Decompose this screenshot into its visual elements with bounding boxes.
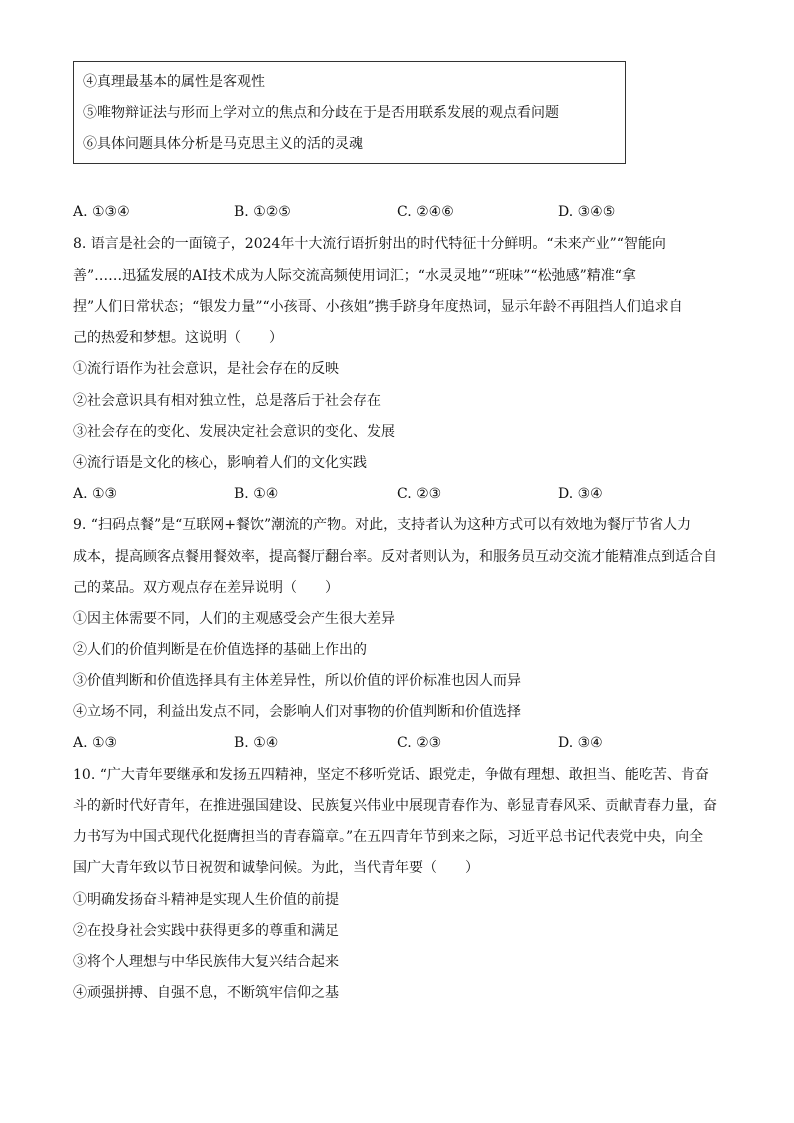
q8-stem-line-3: 捏”人们日常状态；“银发力量”“小孩哥、小孩姐”携手跻身年度热词，显示年龄不再阻挡人们追求自 <box>73 299 683 315</box>
q8-item-1: ①流行语作为社会意识，是社会存在的反映 <box>73 361 339 377</box>
q10-stem-line-1: 10. “广大青年要继承和发扬五四精神，坚定不移听党话、跟党走，争做有理想、敢担当、能吃苦、肯奋 <box>73 767 709 783</box>
q9-option-a: A. ①③ <box>73 735 118 751</box>
q7-option-c: C. ②④⑥ <box>397 204 454 220</box>
q7-option-a: A. ①③④ <box>73 204 130 220</box>
q9-item-3: ③价值判断和价值选择具有主体差异性，所以价值的评价标准也因人而异 <box>73 673 521 689</box>
q8-option-a: A. ①③ <box>73 486 118 502</box>
q9-stem-line-2: 成本，提高顾客点餐用餐效率，提高餐厅翻台率。反对者则认为，和服务员互动交流才能精准点到适合自 <box>73 549 717 565</box>
q7-option-d: D. ③④⑤ <box>558 204 616 220</box>
q10-item-3: ③将个人理想与中华民族伟大复兴结合起来 <box>73 954 339 970</box>
q9-item-2: ②人们的价值判断是在价值选择的基础上作出的 <box>73 642 367 658</box>
statement-box <box>73 61 626 164</box>
q9-stem-line-3: 己的菜品。双方观点存在差异说明（ ） <box>73 580 339 596</box>
q10-item-4: ④顽强拼搏、自强不息，不断筑牢信仰之基 <box>73 985 339 1001</box>
q9-item-4: ④立场不同，利益出发点不同，会影响人们对事物的价值判断和价值选择 <box>73 704 521 720</box>
box-statement-6: ⑥具体问题具体分析是马克思主义的活的灵魂 <box>83 136 363 152</box>
q8-option-b: B. ①④ <box>234 486 279 502</box>
q8-stem-line-1: 8. 语言是社会的一面镜子，2024年十大流行语折射出的时代特征十分鲜明。“未来产业”“智能向 <box>73 236 666 252</box>
q10-item-2: ②在投身社会实践中获得更多的尊重和满足 <box>73 923 339 939</box>
q8-item-3: ③社会存在的变化、发展决定社会意识的变化、发展 <box>73 424 395 440</box>
q8-item-2: ②社会意识具有相对独立性，总是落后于社会存在 <box>73 393 381 409</box>
q8-option-c: C. ②③ <box>397 486 442 502</box>
q9-option-c: C. ②③ <box>397 735 442 751</box>
q8-option-d: D. ③④ <box>558 486 603 502</box>
q9-stem-line-1: 9. “扫码点餐”是“互联网+餐饮”潮流的产物。对此，支持者认为这种方式可以有效地为餐厅节省人力 <box>73 517 692 533</box>
q10-stem-line-3: 力书写为中国式现代化挺膺担当的青春篇章。”在五四青年节到来之际，习近平总书记代表党中央，向全 <box>73 829 704 845</box>
q7-option-b: B. ①②⑤ <box>234 204 291 220</box>
q9-option-d: D. ③④ <box>558 735 603 751</box>
q8-stem-line-2: 善”……迅猛发展的AI技术成为人际交流高频使用词汇；“水灵灵地”“班味”“松弛感”精准“拿 <box>73 268 636 284</box>
q9-item-1: ①因主体需要不同，人们的主观感受会产生很大差异 <box>73 611 395 627</box>
q10-stem-line-4: 国广大青年致以节日祝贺和诚挚问候。为此，当代青年要（ ） <box>73 860 479 876</box>
q8-item-4: ④流行语是文化的核心，影响着人们的文化实践 <box>73 455 367 471</box>
q10-item-1: ①明确发扬奋斗精神是实现人生价值的前提 <box>73 892 339 908</box>
box-statement-5: ⑤唯物辩证法与形而上学对立的焦点和分歧在于是否用联系发展的观点看问题 <box>83 105 559 121</box>
q9-option-b: B. ①④ <box>234 735 279 751</box>
q8-stem-line-4: 己的热爱和梦想。这说明（ ） <box>73 330 283 346</box>
box-statement-4: ④真理最基本的属性是客观性 <box>83 74 265 90</box>
q10-stem-line-2: 斗的新时代好青年，在推进强国建设、民族复兴伟业中展现青春作为、彰显青春风采、贡献青春力量，奋 <box>73 798 717 814</box>
